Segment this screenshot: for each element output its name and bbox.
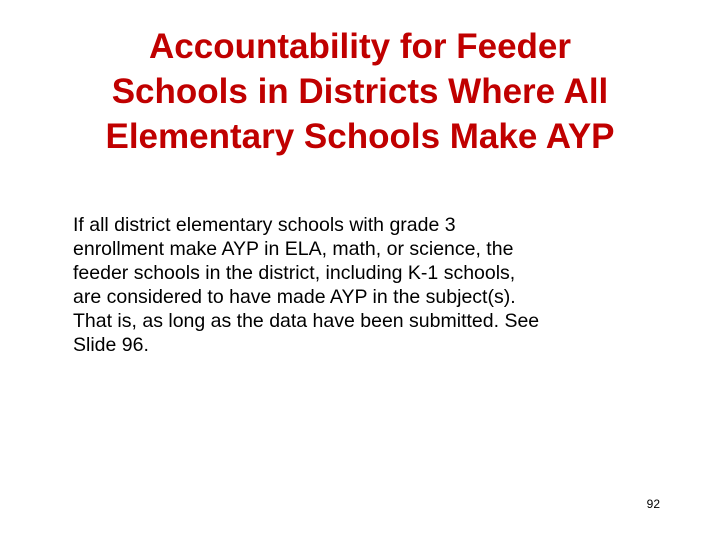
- body-line: feeder schools in the district, including K-1 schools,: [73, 262, 516, 284]
- body-line: enrollment make AYP in ELA, math, or science, the: [73, 238, 514, 260]
- title-line: Accountability for Feeder: [148, 27, 572, 66]
- body-line: are considered to have made AYP in the subject(s).: [73, 286, 516, 308]
- page-number: 92: [646, 497, 660, 511]
- title-line: Schools in Districts Where All: [111, 72, 609, 111]
- body-line: If all district elementary schools with grade 3: [73, 214, 456, 236]
- body-paragraph: [73, 213, 673, 357]
- slide-title: [30, 24, 690, 159]
- body-line: Slide 96.: [73, 334, 149, 356]
- title-line: Elementary Schools Make AYP: [105, 117, 615, 156]
- body-line: That is, as long as the data have been submitted. See: [73, 310, 540, 332]
